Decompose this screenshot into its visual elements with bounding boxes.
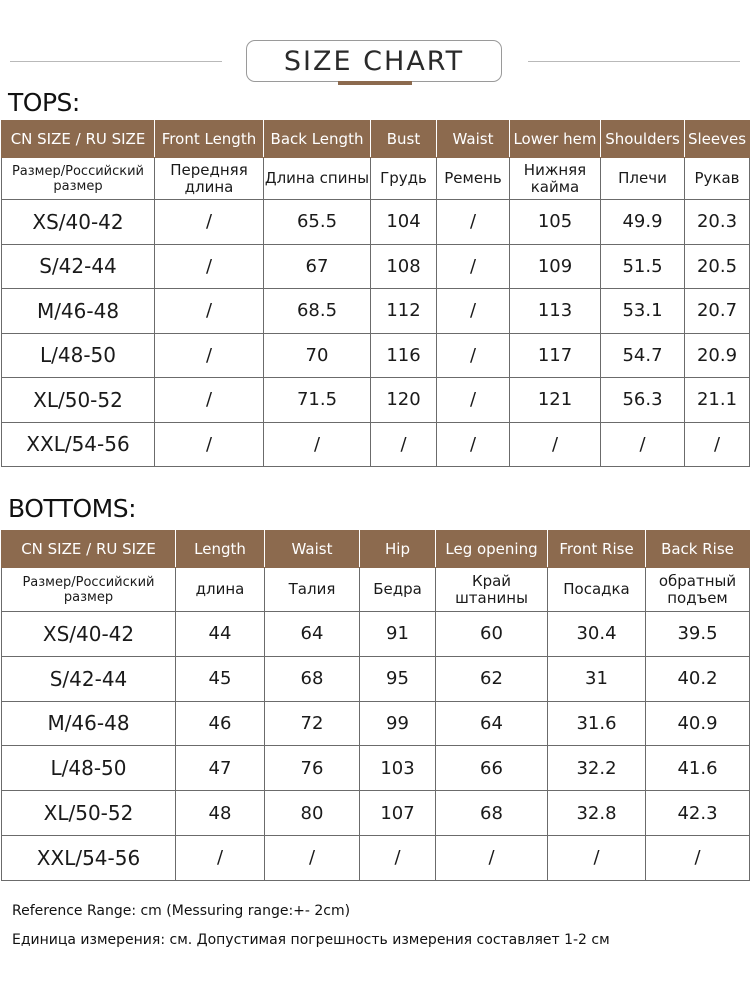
size-label-cell: XL/50-52 [2,791,176,836]
table-row [2,791,750,836]
measurement-cell: / [601,422,685,467]
measurement-cell: 117 [510,333,601,378]
measurement-cell: 71.5 [264,378,371,423]
measurement-cell: 42.3 [646,791,750,836]
bottoms-ru-header-cell: Край штанины [436,568,548,612]
measurement-cell: / [155,378,264,423]
bottoms-heading: BOTTOMS: [8,494,137,523]
tops-ru-header-cell: Ремень [437,158,510,200]
size-label-cell: M/46-48 [2,701,176,746]
size-chart-title-block [0,40,750,86]
page-title: SIZE CHART [246,40,502,82]
tops-ru-header-cell: Грудь [371,158,437,200]
bottoms-ru-header-cell: Бедра [360,568,436,612]
measurement-cell: 39.5 [646,612,750,657]
bottoms-header-cell: Length [176,531,265,568]
measurement-cell: 20.9 [685,333,750,378]
measurement-cell: 47 [176,746,265,791]
measurement-cell: 68 [265,656,360,701]
bottoms-header-cell: Back Rise [646,531,750,568]
measurement-cell: 53.1 [601,289,685,334]
tops-header-cell: Front Length [155,121,264,158]
measurement-cell: 44 [176,612,265,657]
tops-ru-header-cell: Плечи [601,158,685,200]
measurement-cell: 99 [360,701,436,746]
measurement-cell: 108 [371,244,437,289]
measurement-cell: / [155,422,264,467]
measurement-cell: 54.7 [601,333,685,378]
size-label-cell: XXL/54-56 [2,422,155,467]
measurement-cell: 46 [176,701,265,746]
bottoms-size-table [1,530,750,881]
measurement-cell: 48 [176,791,265,836]
tops-header-cell: CN SIZE / RU SIZE [2,121,155,158]
size-label-cell: L/48-50 [2,746,176,791]
measurement-cell: 68.5 [264,289,371,334]
measurement-cell: / [155,333,264,378]
measurement-cell: / [436,835,548,880]
measurement-cell: 76 [265,746,360,791]
table-row [2,200,750,245]
table-row [2,701,750,746]
tops-header-cell: Sleeves [685,121,750,158]
measurement-cell: / [155,244,264,289]
measurement-cell: 40.9 [646,701,750,746]
measurement-cell: 32.8 [548,791,646,836]
measurement-cell: 31 [548,656,646,701]
tops-ru-header-cell: Нижняя кайма [510,158,601,200]
measurement-cell: 95 [360,656,436,701]
measurement-cell: / [437,333,510,378]
bottoms-header-row [2,531,750,568]
measurement-cell: 113 [510,289,601,334]
measurement-cell: 30.4 [548,612,646,657]
measurement-cell: 66 [436,746,548,791]
measurement-cell: / [155,289,264,334]
measurement-cell: 103 [360,746,436,791]
size-label-cell: XXL/54-56 [2,835,176,880]
measurement-cell: 105 [510,200,601,245]
bottoms-ru-header-cell: обратный подъем [646,568,750,612]
measurement-cell: 80 [265,791,360,836]
measurement-cell: 51.5 [601,244,685,289]
measurement-cell: / [510,422,601,467]
measurement-cell: / [360,835,436,880]
measurement-cell: / [265,835,360,880]
measurement-cell: 112 [371,289,437,334]
measurement-cell: 60 [436,612,548,657]
title-divider-right [528,61,740,62]
tops-header-cell: Back Length [264,121,371,158]
tops-header-cell: Lower hem [510,121,601,158]
tops-heading: TOPS: [8,88,80,117]
bottoms-header-cell: CN SIZE / RU SIZE [2,531,176,568]
measurement-cell: 121 [510,378,601,423]
measurement-cell: / [155,200,264,245]
measurement-cell: 116 [371,333,437,378]
tops-ru-header-cell: Рукав [685,158,750,200]
tops-header-cell: Bust [371,121,437,158]
table-row [2,378,750,423]
bottoms-ru-header-cell: длина [176,568,265,612]
bottoms-header-cell: Leg opening [436,531,548,568]
measurement-cell: 31.6 [548,701,646,746]
reference-range-note: Reference Range: cm (Messuring range:+- 2cm) [12,903,351,919]
bottoms-ru-header-cell: Талия [265,568,360,612]
measurement-cell: 20.7 [685,289,750,334]
title-underline [338,81,412,85]
measurement-cell: 49.9 [601,200,685,245]
measurement-cell: / [548,835,646,880]
measurement-cell: 65.5 [264,200,371,245]
size-label-cell: S/42-44 [2,656,176,701]
measurement-cell: / [437,289,510,334]
tops-ru-header-row [2,158,750,200]
table-row [2,835,750,880]
measurement-cell: / [371,422,437,467]
measurement-cell: / [437,244,510,289]
bottoms-ru-header-cell: Размер/Российский размер [2,568,176,612]
tops-header-cell: Shoulders [601,121,685,158]
measurement-cell: / [437,200,510,245]
measurement-cell: / [685,422,750,467]
measurement-cell: 120 [371,378,437,423]
bottoms-ru-header-row [2,568,750,612]
bottoms-header-cell: Hip [360,531,436,568]
size-label-cell: S/42-44 [2,244,155,289]
tops-header-cell: Waist [437,121,510,158]
measurement-cell: 70 [264,333,371,378]
measurement-cell: 56.3 [601,378,685,423]
size-label-cell: L/48-50 [2,333,155,378]
russian-unit-note: Единица измерения: см. Допустимая погрешность измерения составляет 1-2 см [12,932,610,948]
measurement-cell: 72 [265,701,360,746]
table-row [2,656,750,701]
bottoms-header-cell: Front Rise [548,531,646,568]
table-row [2,612,750,657]
measurement-cell: / [176,835,265,880]
measurement-cell: 91 [360,612,436,657]
measurement-cell: / [437,422,510,467]
measurement-cell: 64 [265,612,360,657]
measurement-cell: 107 [360,791,436,836]
measurement-cell: 32.2 [548,746,646,791]
measurement-cell: 20.5 [685,244,750,289]
table-row [2,422,750,467]
measurement-cell: 40.2 [646,656,750,701]
tops-size-table [1,120,750,467]
measurement-cell: / [264,422,371,467]
size-label-cell: XL/50-52 [2,378,155,423]
table-row [2,244,750,289]
measurement-cell: 67 [264,244,371,289]
measurement-cell: 21.1 [685,378,750,423]
tops-header-row [2,121,750,158]
measurement-cell: / [646,835,750,880]
tops-ru-header-cell: Размер/Российский размер [2,158,155,200]
measurement-cell: 20.3 [685,200,750,245]
measurement-cell: 62 [436,656,548,701]
bottoms-ru-header-cell: Посадка [548,568,646,612]
measurement-cell: 64 [436,701,548,746]
measurement-cell: 104 [371,200,437,245]
measurement-cell: / [437,378,510,423]
measurement-cell: 41.6 [646,746,750,791]
size-label-cell: XS/40-42 [2,612,176,657]
bottoms-header-cell: Waist [265,531,360,568]
table-row [2,333,750,378]
table-row [2,746,750,791]
measurement-cell: 68 [436,791,548,836]
tops-ru-header-cell: Передняя длина [155,158,264,200]
title-divider-left [10,61,222,62]
size-label-cell: XS/40-42 [2,200,155,245]
measurement-cell: 109 [510,244,601,289]
tops-ru-header-cell: Длина спины [264,158,371,200]
measurement-cell: 45 [176,656,265,701]
size-label-cell: M/46-48 [2,289,155,334]
table-row [2,289,750,334]
